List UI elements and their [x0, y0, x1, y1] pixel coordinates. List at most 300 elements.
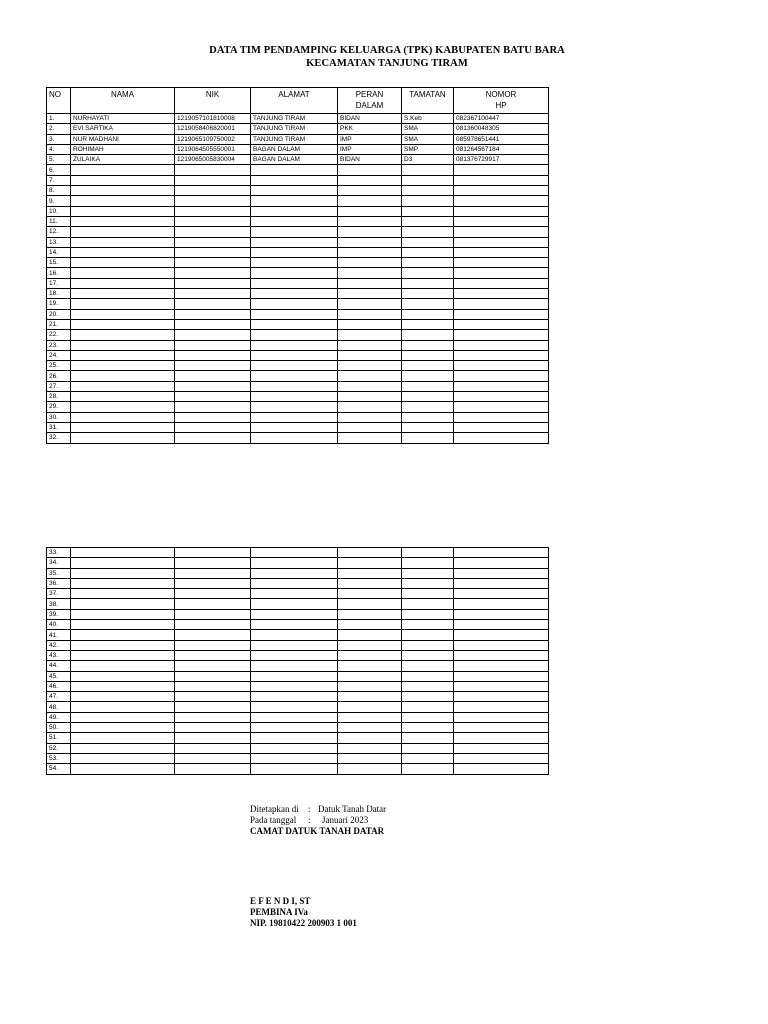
cell-nama	[71, 319, 175, 329]
cell-nik	[175, 568, 251, 578]
cell-hp	[454, 165, 549, 175]
cell-no: 27.	[47, 381, 71, 391]
header-peran-line1: PERAN	[355, 90, 384, 99]
table-row	[47, 620, 549, 630]
table-row	[47, 743, 549, 753]
cell-tamatan	[402, 558, 454, 568]
cell-tamatan	[402, 206, 454, 216]
cell-tamatan	[402, 568, 454, 578]
cell-no: 21.	[47, 319, 71, 329]
cell-hp	[454, 753, 549, 763]
cell-nik	[175, 319, 251, 329]
cell-hp	[454, 175, 549, 185]
cell-hp	[454, 681, 549, 691]
cell-peran	[338, 640, 402, 650]
cell-no: 26.	[47, 371, 71, 381]
cell-peran	[338, 743, 402, 753]
cell-tamatan	[402, 278, 454, 288]
cell-no: 43.	[47, 650, 71, 660]
cell-hp	[454, 350, 549, 360]
cell-tamatan	[402, 381, 454, 391]
cell-alamat	[251, 268, 338, 278]
cell-tamatan	[402, 175, 454, 185]
cell-peran	[338, 764, 402, 774]
cell-tamatan	[402, 237, 454, 247]
cell-no: 51.	[47, 733, 71, 743]
cell-alamat	[251, 743, 338, 753]
cell-no: 10.	[47, 206, 71, 216]
cell-peran	[338, 186, 402, 196]
cell-nama	[71, 589, 175, 599]
cell-alamat	[251, 599, 338, 609]
cell-tamatan	[402, 227, 454, 237]
cell-alamat	[251, 319, 338, 329]
cell-nama: NUR MADHANI	[71, 134, 175, 144]
cell-hp	[454, 433, 549, 443]
cell-peran	[338, 392, 402, 402]
table-row	[47, 433, 549, 443]
cell-nama: ZULAIKA	[71, 155, 175, 165]
cell-nik	[175, 661, 251, 671]
cell-tamatan	[402, 186, 454, 196]
cell-nik	[175, 227, 251, 237]
header-nomor-hp	[454, 88, 549, 114]
cell-hp	[454, 702, 549, 712]
cell-alamat	[251, 733, 338, 743]
table-row	[47, 681, 549, 691]
cell-nik	[175, 599, 251, 609]
cell-nama	[71, 309, 175, 319]
header-peran-line2: DALAM	[355, 101, 384, 110]
tanggal-row	[250, 815, 386, 826]
header-tamatan: TAMATAN	[402, 88, 454, 114]
cell-no: 39.	[47, 609, 71, 619]
cell-tamatan	[402, 258, 454, 268]
cell-no: 45.	[47, 671, 71, 681]
cell-nama	[71, 422, 175, 432]
cell-peran	[338, 599, 402, 609]
cell-peran	[338, 578, 402, 588]
cell-nik	[175, 361, 251, 371]
cell-nik	[175, 216, 251, 226]
cell-nik	[175, 589, 251, 599]
cell-hp	[454, 764, 549, 774]
cell-no: 52.	[47, 743, 71, 753]
cell-nik	[175, 412, 251, 422]
cell-peran	[338, 702, 402, 712]
cell-nik	[175, 206, 251, 216]
cell-nama	[71, 578, 175, 588]
cell-no: 37.	[47, 589, 71, 599]
cell-nama: EVI SARTIKA	[71, 124, 175, 134]
cell-tamatan: S.Keb	[402, 114, 454, 124]
cell-hp	[454, 278, 549, 288]
cell-nama	[71, 196, 175, 206]
table-row	[47, 764, 549, 774]
cell-nik	[175, 196, 251, 206]
cell-peran	[338, 299, 402, 309]
cell-peran: BIDAN	[338, 155, 402, 165]
cell-peran	[338, 630, 402, 640]
cell-alamat	[251, 371, 338, 381]
cell-tamatan	[402, 764, 454, 774]
cell-alamat	[251, 402, 338, 412]
cell-tamatan	[402, 723, 454, 733]
cell-tamatan	[402, 289, 454, 299]
cell-nik	[175, 402, 251, 412]
cell-alamat	[251, 381, 338, 391]
cell-tamatan	[402, 671, 454, 681]
table-row	[47, 671, 549, 681]
cell-peran	[338, 278, 402, 288]
cell-hp	[454, 402, 549, 412]
cell-hp	[454, 609, 549, 619]
cell-nama	[71, 599, 175, 609]
cell-tamatan	[402, 422, 454, 432]
cell-alamat	[251, 196, 338, 206]
table-row	[47, 692, 549, 702]
cell-nama	[71, 206, 175, 216]
cell-nama	[71, 227, 175, 237]
cell-nik	[175, 630, 251, 640]
cell-nama	[71, 723, 175, 733]
cell-hp	[454, 661, 549, 671]
cell-peran	[338, 319, 402, 329]
cell-alamat	[251, 299, 338, 309]
cell-alamat	[251, 692, 338, 702]
cell-tamatan	[402, 402, 454, 412]
cell-tamatan	[402, 350, 454, 360]
cell-alamat	[251, 206, 338, 216]
table-row	[47, 578, 549, 588]
cell-no: 15.	[47, 258, 71, 268]
tpk-data-table-continued	[46, 547, 549, 775]
cell-no: 34.	[47, 558, 71, 568]
cell-hp	[454, 422, 549, 432]
cell-no: 33.	[47, 548, 71, 558]
cell-peran	[338, 650, 402, 660]
cell-nik	[175, 609, 251, 619]
cell-alamat	[251, 589, 338, 599]
cell-hp	[454, 299, 549, 309]
table-row	[47, 340, 549, 350]
cell-peran	[338, 422, 402, 432]
cell-tamatan: D3	[402, 155, 454, 165]
cell-nik	[175, 753, 251, 763]
cell-nama: NURHAYATI	[71, 114, 175, 124]
cell-nama	[71, 764, 175, 774]
cell-nama	[71, 681, 175, 691]
cell-tamatan	[402, 640, 454, 650]
cell-no: 9.	[47, 196, 71, 206]
cell-peran	[338, 237, 402, 247]
cell-tamatan	[402, 216, 454, 226]
cell-peran	[338, 227, 402, 237]
cell-nik	[175, 640, 251, 650]
cell-peran	[338, 692, 402, 702]
cell-no: 50.	[47, 723, 71, 733]
cell-tamatan: SMP	[402, 144, 454, 154]
cell-nik	[175, 671, 251, 681]
table-row	[47, 186, 549, 196]
cell-alamat: TANJUNG TIRAM	[251, 114, 338, 124]
cell-nama	[71, 299, 175, 309]
cell-nik	[175, 681, 251, 691]
cell-alamat	[251, 186, 338, 196]
table-row	[47, 712, 549, 722]
cell-alamat	[251, 289, 338, 299]
cell-nik	[175, 392, 251, 402]
header-nomor-line2: HP	[495, 101, 507, 110]
cell-tamatan	[402, 548, 454, 558]
cell-tamatan	[402, 392, 454, 402]
cell-alamat	[251, 258, 338, 268]
cell-hp: 081264567184	[454, 144, 549, 154]
cell-nama	[71, 381, 175, 391]
signatory-block	[250, 896, 357, 929]
cell-alamat	[251, 227, 338, 237]
cell-nik	[175, 733, 251, 743]
table-row	[47, 237, 549, 247]
cell-peran	[338, 620, 402, 630]
cell-nik: 1219064505550001	[175, 144, 251, 154]
cell-tamatan	[402, 650, 454, 660]
cell-nama	[71, 402, 175, 412]
cell-nik	[175, 278, 251, 288]
cell-peran	[338, 589, 402, 599]
cell-tamatan	[402, 753, 454, 763]
cell-hp	[454, 330, 549, 340]
cell-nama	[71, 733, 175, 743]
header-peran-dalam	[338, 88, 402, 114]
cell-alamat	[251, 661, 338, 671]
cell-no: 48.	[47, 702, 71, 712]
cell-no: 24.	[47, 350, 71, 360]
cell-nik	[175, 165, 251, 175]
cell-peran	[338, 661, 402, 671]
cell-tamatan	[402, 589, 454, 599]
cell-alamat	[251, 712, 338, 722]
office-title: CAMAT DATUK TANAH DATAR	[250, 826, 385, 836]
cell-nik	[175, 558, 251, 568]
cell-hp: 081376729917	[454, 155, 549, 165]
table-row	[47, 723, 549, 733]
separator: :	[308, 804, 311, 814]
cell-alamat	[251, 412, 338, 422]
cell-alamat	[251, 422, 338, 432]
ditetapkan-row	[250, 804, 386, 815]
table-row	[47, 175, 549, 185]
cell-tamatan	[402, 681, 454, 691]
table-row	[47, 371, 549, 381]
cell-hp	[454, 319, 549, 329]
cell-nama: ROHIMAH	[71, 144, 175, 154]
cell-peran	[338, 330, 402, 340]
table-row	[47, 702, 549, 712]
cell-no: 38.	[47, 599, 71, 609]
cell-alamat	[251, 609, 338, 619]
cell-peran	[338, 568, 402, 578]
cell-peran	[338, 371, 402, 381]
cell-nik: 1219057101810008	[175, 114, 251, 124]
cell-tamatan	[402, 309, 454, 319]
cell-nik	[175, 692, 251, 702]
cell-no: 30.	[47, 412, 71, 422]
cell-no: 31.	[47, 422, 71, 432]
cell-no: 29.	[47, 402, 71, 412]
cell-nama	[71, 712, 175, 722]
cell-alamat: TANJUNG TIRAM	[251, 134, 338, 144]
cell-hp	[454, 227, 549, 237]
cell-alamat	[251, 350, 338, 360]
cell-peran	[338, 216, 402, 226]
cell-hp	[454, 381, 549, 391]
cell-nama	[71, 640, 175, 650]
cell-peran	[338, 289, 402, 299]
cell-peran	[338, 361, 402, 371]
cell-alamat	[251, 620, 338, 630]
cell-nama	[71, 165, 175, 175]
cell-peran	[338, 433, 402, 443]
cell-hp	[454, 392, 549, 402]
cell-alamat	[251, 340, 338, 350]
header-nomor-line1: NOMOR	[485, 90, 517, 99]
cell-nama	[71, 278, 175, 288]
cell-nama	[71, 753, 175, 763]
cell-no: 23.	[47, 340, 71, 350]
cell-peran	[338, 340, 402, 350]
cell-tamatan	[402, 733, 454, 743]
cell-tamatan	[402, 630, 454, 640]
cell-nama	[71, 361, 175, 371]
cell-peran	[338, 247, 402, 257]
cell-tamatan	[402, 712, 454, 722]
cell-hp	[454, 371, 549, 381]
cell-hp	[454, 558, 549, 568]
cell-hp	[454, 206, 549, 216]
cell-no: 6.	[47, 165, 71, 175]
cell-alamat	[251, 433, 338, 443]
cell-no: 14.	[47, 247, 71, 257]
cell-tamatan	[402, 371, 454, 381]
cell-hp	[454, 237, 549, 247]
cell-nama	[71, 186, 175, 196]
cell-nik: 1219058406820001	[175, 124, 251, 134]
cell-hp	[454, 268, 549, 278]
cell-no: 18.	[47, 289, 71, 299]
cell-tamatan: SMA	[402, 124, 454, 134]
tpk-data-table	[46, 87, 549, 444]
table-row	[47, 330, 549, 340]
cell-alamat	[251, 671, 338, 681]
table-row	[47, 299, 549, 309]
cell-tamatan	[402, 268, 454, 278]
header-nama: NAMA	[71, 88, 175, 114]
table-body-continued	[47, 548, 549, 775]
cell-hp	[454, 289, 549, 299]
cell-nama	[71, 671, 175, 681]
cell-alamat	[251, 753, 338, 763]
cell-hp	[454, 599, 549, 609]
cell-nik	[175, 650, 251, 660]
cell-nik	[175, 289, 251, 299]
cell-alamat	[251, 681, 338, 691]
cell-tamatan	[402, 361, 454, 371]
cell-peran: IMP	[338, 134, 402, 144]
cell-no: 13.	[47, 237, 71, 247]
table-row	[47, 258, 549, 268]
cell-alamat	[251, 247, 338, 257]
cell-no: 53.	[47, 753, 71, 763]
cell-no: 4.	[47, 144, 71, 154]
cell-peran	[338, 733, 402, 743]
cell-nama	[71, 216, 175, 226]
table-row	[47, 114, 549, 124]
table-row	[47, 753, 549, 763]
separator: :	[308, 815, 311, 825]
cell-peran	[338, 681, 402, 691]
cell-nik	[175, 712, 251, 722]
cell-no: 16.	[47, 268, 71, 278]
cell-hp	[454, 258, 549, 268]
cell-nama	[71, 350, 175, 360]
cell-peran	[338, 712, 402, 722]
signatory-nip: NIP. 19810422 200903 1 001	[250, 918, 357, 928]
cell-nama	[71, 630, 175, 640]
cell-no: 1.	[47, 114, 71, 124]
cell-peran	[338, 753, 402, 763]
table-row	[47, 361, 549, 371]
cell-hp	[454, 186, 549, 196]
cell-alamat	[251, 165, 338, 175]
signatory-rank: PEMBINA IVa	[250, 907, 308, 917]
cell-no: 49.	[47, 712, 71, 722]
cell-alamat	[251, 216, 338, 226]
cell-hp	[454, 712, 549, 722]
cell-nik	[175, 620, 251, 630]
cell-hp	[454, 692, 549, 702]
table-row	[47, 640, 549, 650]
table-row	[47, 422, 549, 432]
cell-nik	[175, 175, 251, 185]
cell-no: 44.	[47, 661, 71, 671]
cell-nama	[71, 702, 175, 712]
cell-nik	[175, 340, 251, 350]
cell-no: 41.	[47, 630, 71, 640]
tanggal-value: Januari 2023	[322, 815, 369, 825]
header-nik: NIK	[175, 88, 251, 114]
cell-alamat: TANJUNG TIRAM	[251, 124, 338, 134]
cell-nama	[71, 258, 175, 268]
cell-peran	[338, 723, 402, 733]
cell-nik	[175, 723, 251, 733]
cell-no: 28.	[47, 392, 71, 402]
cell-tamatan	[402, 692, 454, 702]
cell-tamatan	[402, 661, 454, 671]
cell-nik	[175, 764, 251, 774]
table-row	[47, 609, 549, 619]
cell-tamatan	[402, 330, 454, 340]
cell-nama	[71, 620, 175, 630]
cell-alamat	[251, 723, 338, 733]
cell-nik: 1219065005830004	[175, 155, 251, 165]
cell-hp	[454, 733, 549, 743]
table-row	[47, 196, 549, 206]
cell-peran	[338, 381, 402, 391]
cell-peran	[338, 258, 402, 268]
cell-tamatan: SMA	[402, 134, 454, 144]
cell-nik	[175, 186, 251, 196]
